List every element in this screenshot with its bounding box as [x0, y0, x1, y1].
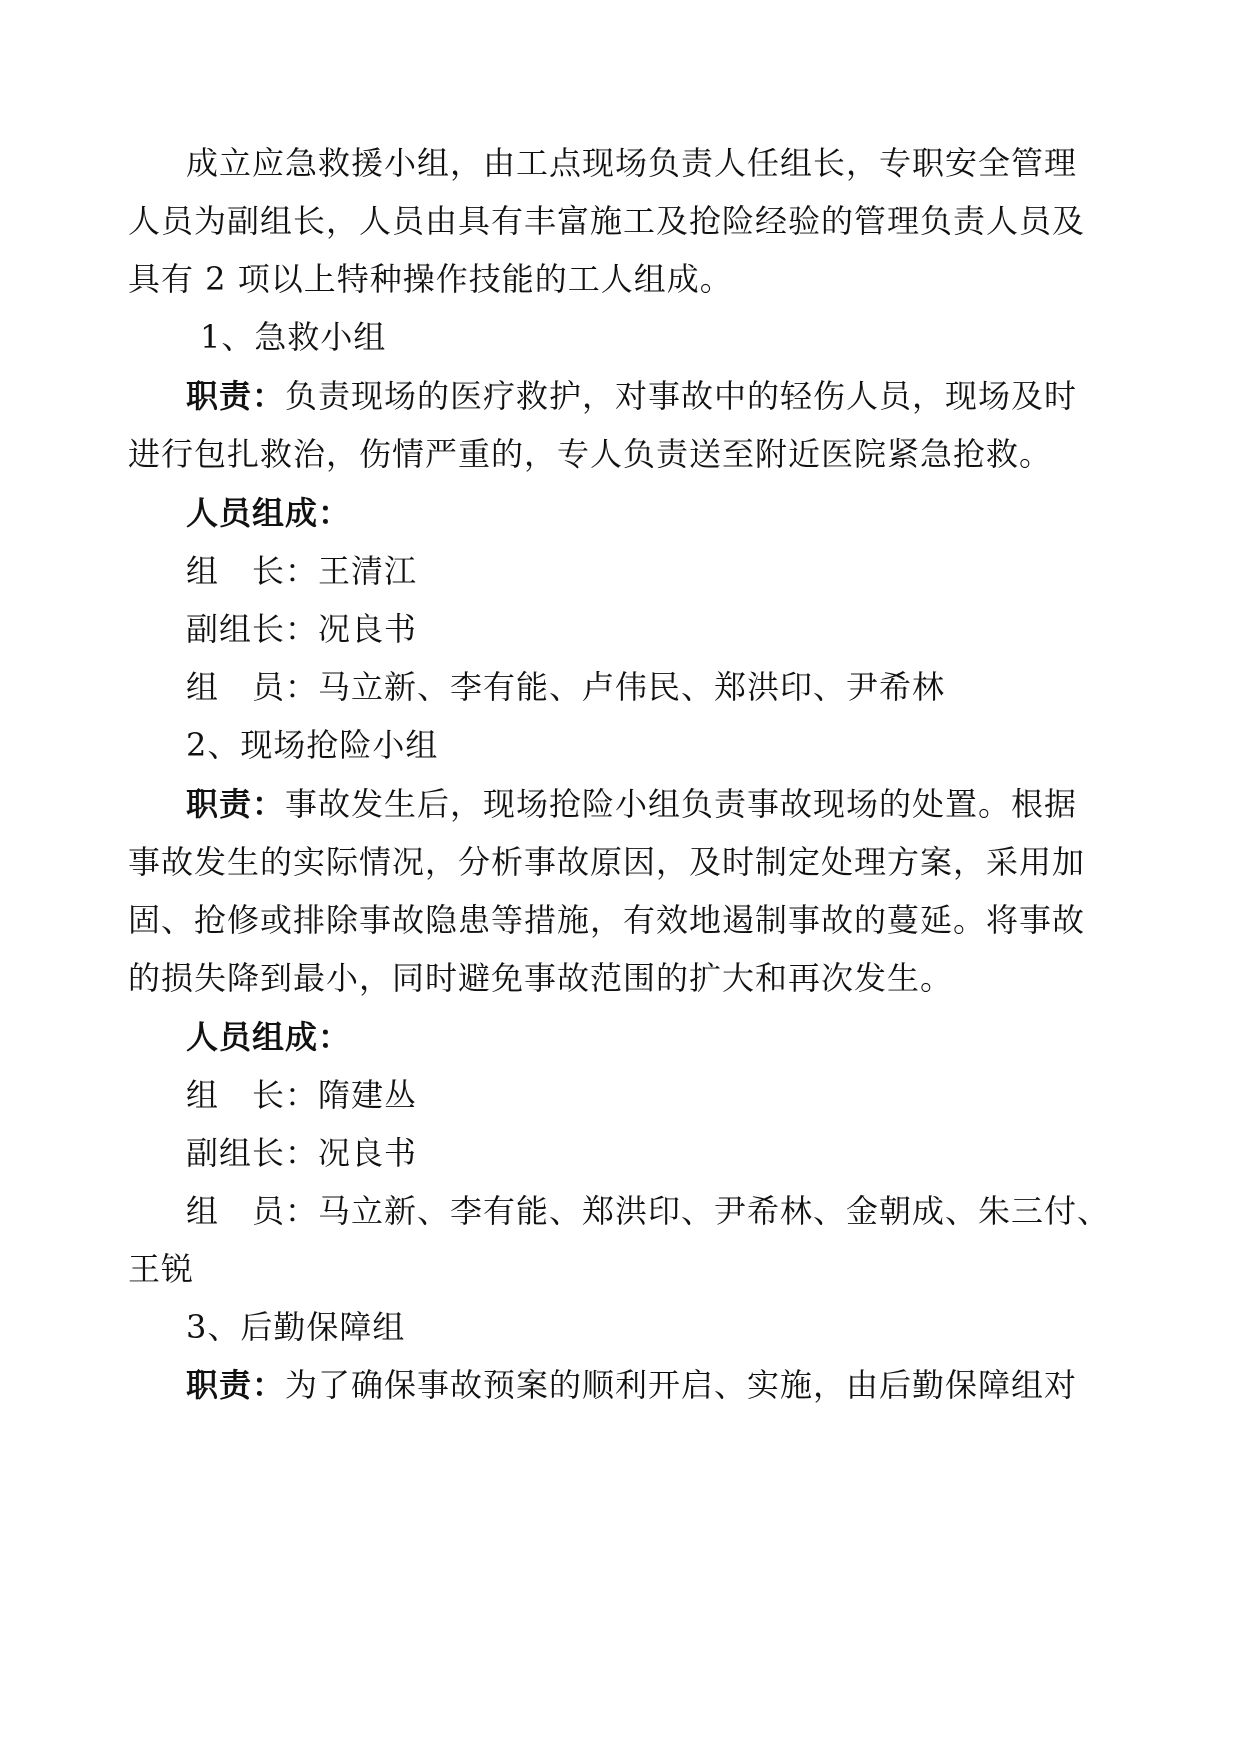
- intro-line-1: 成立应急救援小组，由工点现场负责人任组长，专职安全管理: [186, 144, 1078, 182]
- group2-duty-line-3: 固、抢修或排除事故隐患等措施，有效地遏制事故的蔓延。将事故: [128, 901, 1086, 939]
- group2-duty-line-1: [186, 784, 1077, 824]
- group1-duty-label: 职责：: [186, 377, 286, 415]
- group2-duty-line-2: 事故发生的实际情况，分析事故原因，及时制定处理方案，采用加: [128, 843, 1086, 881]
- group1-staff-label: 人员组成：: [186, 494, 352, 532]
- group1-deputy: 副组长：况良书: [186, 610, 418, 648]
- group2-staff-label: 人员组成：: [186, 1018, 352, 1056]
- group3-duty-line-1: [186, 1365, 1077, 1405]
- group1-duty-text-1: 负责现场的医疗救护，对事故中的轻伤人员，现场及时: [285, 377, 1078, 415]
- group1-members: 组 员：马立新、李有能、卢伟民、郑洪印、尹希林: [186, 668, 946, 706]
- group1-duty-line-2: 进行包扎救治，伤情严重的，专人负责送至附近医院紧急抢救。: [128, 435, 1053, 473]
- group2-members-line-2: 王锐: [128, 1250, 195, 1288]
- group3-duty-text-1: 为了确保事故预案的顺利开启、实施，由后勤保障组对: [285, 1366, 1078, 1404]
- group2-leader: 组 长：隋建丛: [186, 1076, 418, 1114]
- group2-deputy: 副组长：况良书: [186, 1134, 418, 1172]
- group1-heading: 1、急救小组: [200, 318, 387, 356]
- group3-heading: 3、后勤保障组: [186, 1308, 406, 1346]
- group2-duty-line-4: 的损失降到最小，同时避免事故范围的扩大和再次发生。: [128, 959, 954, 997]
- group1-duty-line-1: [186, 376, 1077, 416]
- group3-duty-label: 职责：: [186, 1366, 286, 1404]
- group2-duty-text-1: 事故发生后，现场抢险小组负责事故现场的处置。根据: [285, 785, 1078, 823]
- group2-duty-label: 职责：: [186, 785, 286, 823]
- group1-leader: 组 长：王清江: [186, 552, 418, 590]
- group2-members-line-1: 组 员：马立新、李有能、郑洪印、尹希林、金朝成、朱三付、: [186, 1192, 1111, 1230]
- intro-line-2: 人员为副组长，人员由具有丰富施工及抢险经验的管理负责人员及: [128, 202, 1086, 240]
- group2-heading: 2、现场抢险小组: [186, 726, 439, 764]
- intro-line-3: 具有 2 项以上特种操作技能的工人组成。: [128, 260, 733, 298]
